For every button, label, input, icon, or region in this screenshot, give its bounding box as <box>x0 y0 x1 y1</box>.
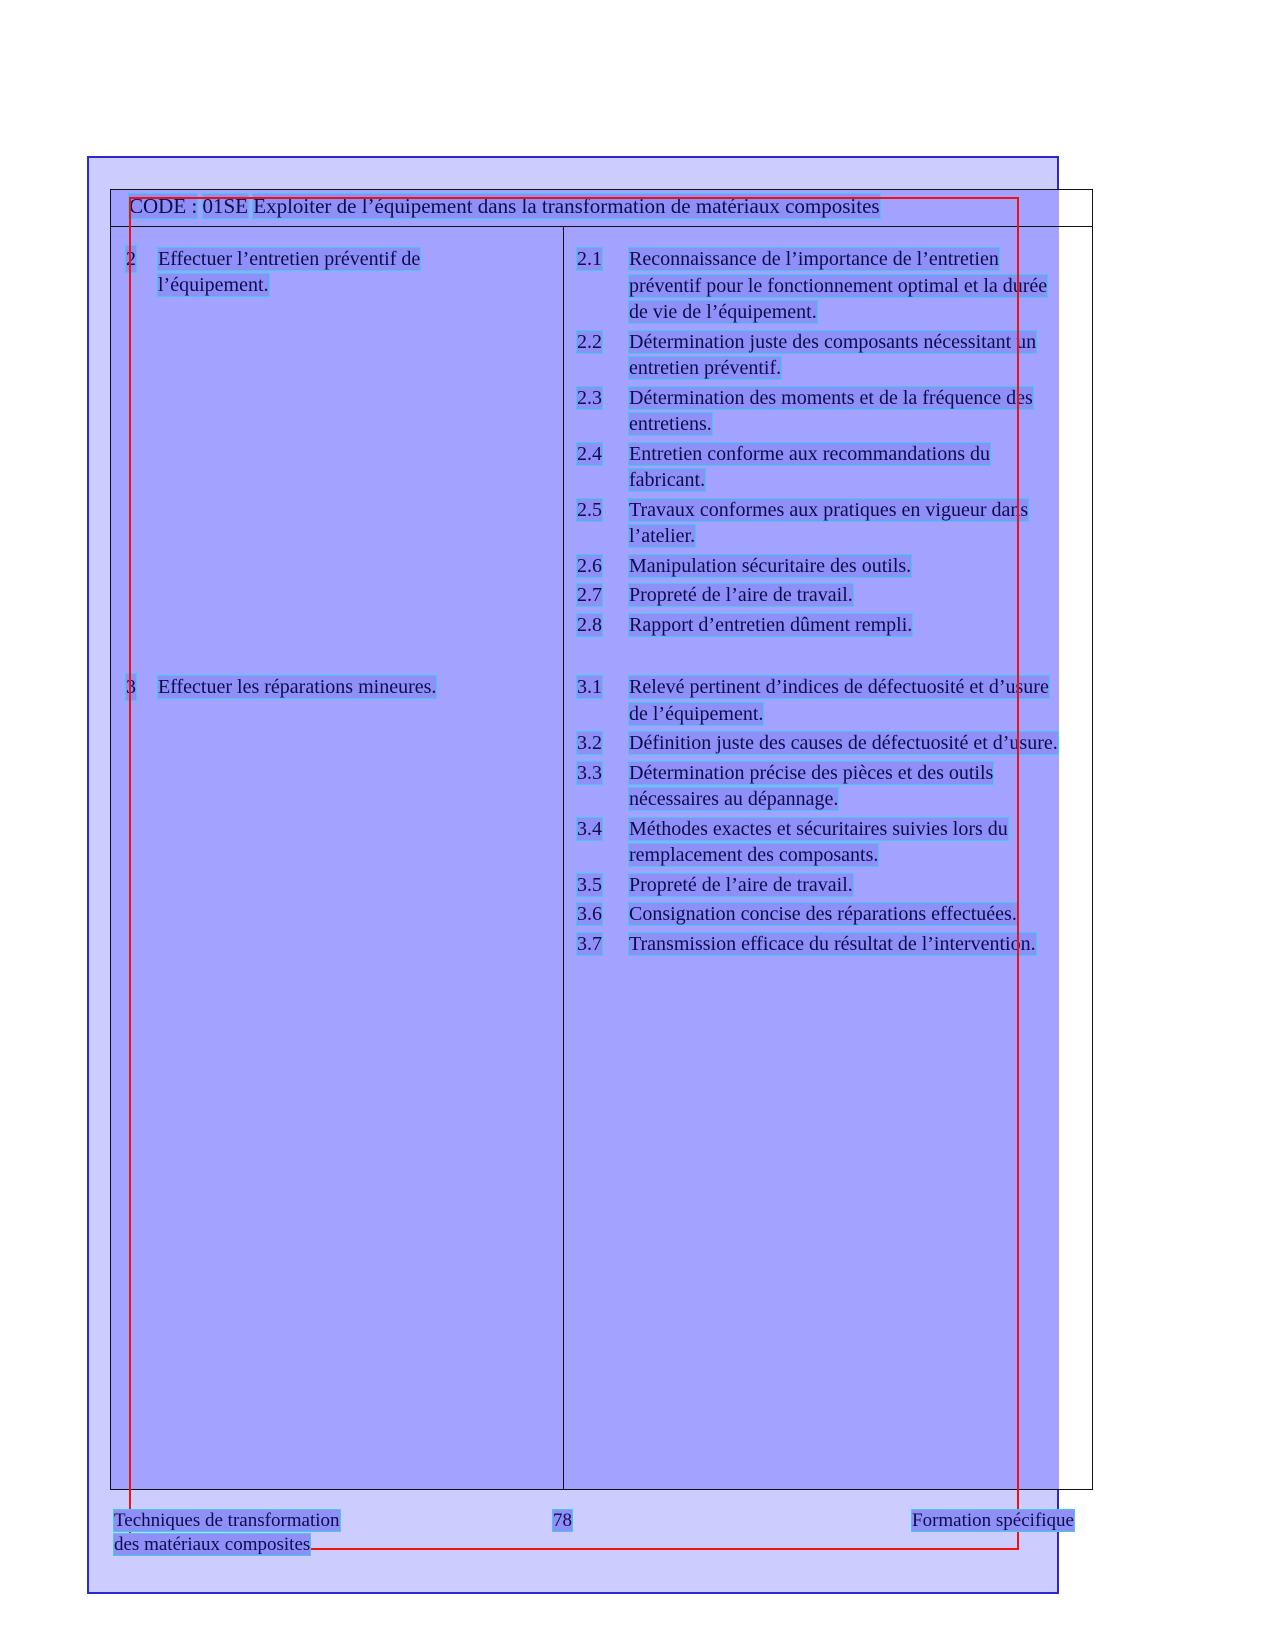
criterion-text: Entretien conforme aux recommandations du fabricant. <box>629 442 990 491</box>
criterion-text: Reconnaissance de l’importance de l’entretien préventif pour le fonctionnement optimal et la durée de vie de l’équipement. <box>629 248 1048 323</box>
criterion-number: 2.2 <box>577 330 602 353</box>
criterion-number: 2.7 <box>577 584 602 606</box>
criterion-number: 2.4 <box>577 442 602 465</box>
criterion-text: Définition juste des causes de défectuosité et d’usure. <box>629 732 1058 754</box>
task-number: 3 <box>126 676 136 698</box>
criterion-number: 2.1 <box>577 248 602 270</box>
criterion-number: 3.7 <box>577 932 602 955</box>
criterion-text: Travaux conformes aux pratiques en vigueur dans l’atelier. <box>629 498 1029 547</box>
criterion-number: 3.3 <box>577 761 602 784</box>
task-label-line: Effectuer l’entretien préventif de <box>158 248 421 270</box>
footer-section-text: Formation spécifique <box>912 1510 1074 1531</box>
task-label-line: l’équipement. <box>158 274 269 296</box>
criterion-number: 3.6 <box>577 903 602 925</box>
criterion-number: 2.3 <box>577 386 602 409</box>
footer-program <box>114 1509 340 1557</box>
criterion-number: 2.5 <box>577 498 602 521</box>
criterion-text: Propreté de l’aire de travail. <box>629 873 853 896</box>
criterion-text: Détermination des moments et de la fréquence des entretiens. <box>629 386 1033 435</box>
task-label-line: Effectuer les réparations mineures. <box>158 676 437 698</box>
criterion-number: 3.2 <box>577 732 602 754</box>
page-number-text: 78 <box>553 1510 572 1531</box>
code-label: CODE : <box>129 194 198 218</box>
criterion-number: 3.1 <box>577 676 602 698</box>
criterion-number: 2.6 <box>577 554 602 577</box>
footer-section <box>912 1509 1074 1533</box>
criterion-text: Consignation concise des réparations effectuées. <box>629 903 1017 925</box>
criterion-text: Détermination précise des pièces et des outils nécessaires au dépannage. <box>629 761 994 810</box>
criterion-text: Propreté de l’aire de travail. <box>629 584 853 606</box>
criterion-number: 3.5 <box>577 873 602 896</box>
competency-title: Exploiter de l’équipement dans la transformation de matériaux composites <box>253 194 880 218</box>
criterion-text: Relevé pertinent d’indices de défectuosité et d’usure de l’équipement. <box>629 676 1049 725</box>
task-number: 2 <box>126 248 136 270</box>
footer-program-line-2: des matériaux composites <box>114 1534 311 1555</box>
footer-program-line-1: Techniques de transformation <box>114 1510 340 1531</box>
criterion-text: Transmission efficace du résultat de l’intervention. <box>629 932 1036 955</box>
criterion-text: Rapport d’entretien dûment rempli. <box>629 613 913 636</box>
criterion-text: Détermination juste des composants nécessitant un entretien préventif. <box>629 330 1037 379</box>
selection-box <box>129 197 1019 1550</box>
criterion-number: 3.4 <box>577 817 602 840</box>
page-number <box>553 1509 572 1533</box>
criterion-text: Méthodes exactes et sécuritaires suivies lors du remplacement des composants. <box>629 817 1008 866</box>
code-value: 01SE <box>202 194 249 218</box>
criterion-text: Manipulation sécuritaire des outils. <box>629 554 912 577</box>
criterion-number: 2.8 <box>577 613 602 636</box>
